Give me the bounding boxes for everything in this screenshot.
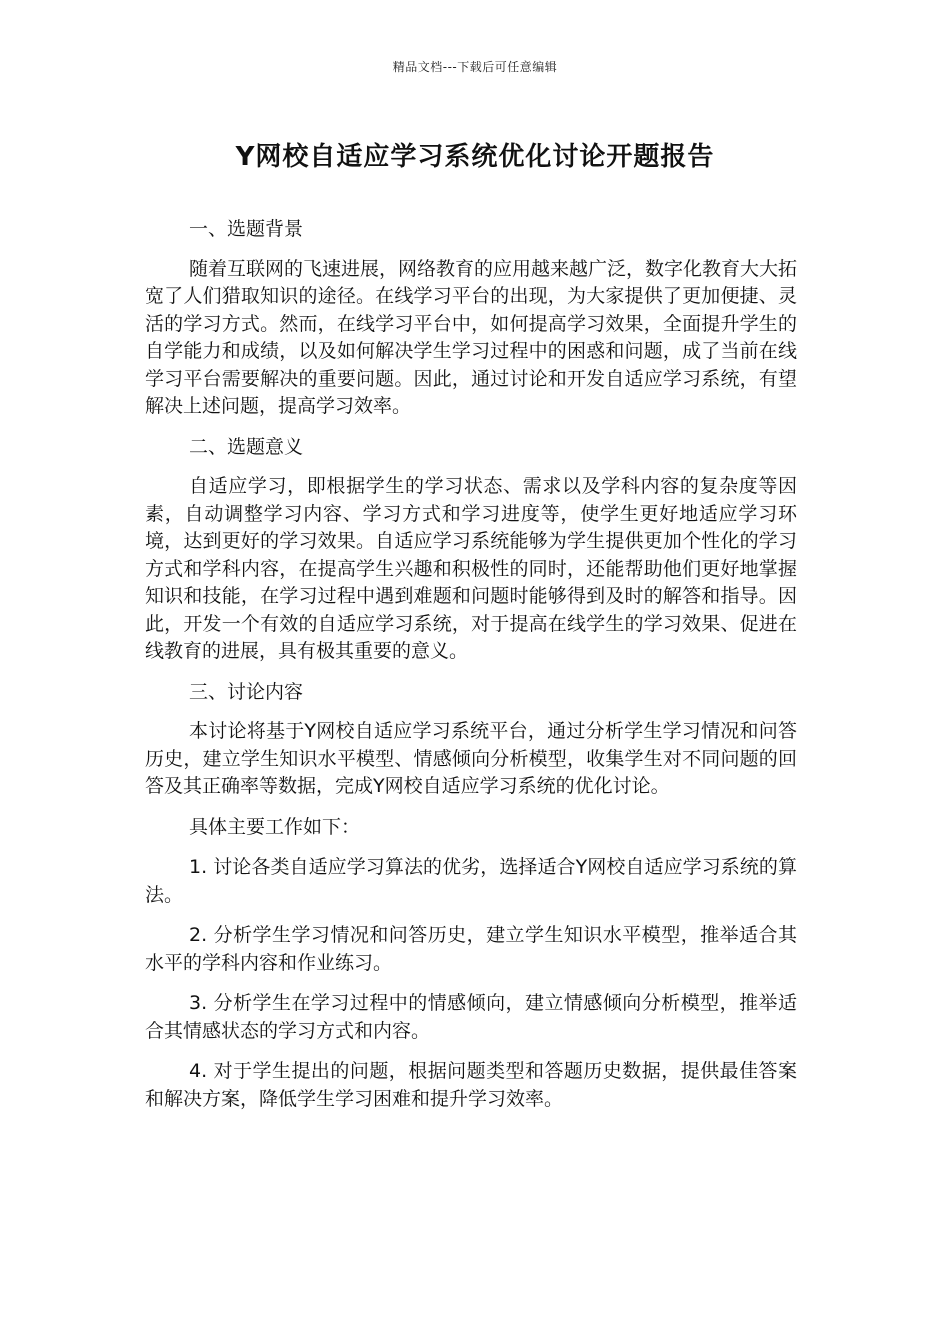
document-body xyxy=(145,216,797,1126)
document-title: Y网校自适应学习系统优化讨论开题报告 xyxy=(235,142,715,172)
section-heading-content: 三、讨论内容 xyxy=(189,680,304,703)
section-heading-significance: 二、选题意义 xyxy=(189,435,304,458)
paragraph-significance: 自适应学习，即根据学生的学习状态、需求以及学科内容的复杂度等因素，自动调整学习内容、学习方式和学习进度等，使学生更好地适应学习环境，达到更好的学习效果。自适应学习系统能够为学生提供更加个性化的学习方式和学科内容，在提高学生兴趣和积极性的同时，还能帮助他们更好地掌握知识和技能，在学习过程中遇到难题和问题时能够得到及时的解答和指导。因此，开发一个有效的自适应学习系统，对于提高在线学生的学习效果、促进在线教育的进展，具有极其重要的意义。 xyxy=(145,475,797,662)
paragraph-work-list-intro: 具体主要工作如下： xyxy=(189,815,361,838)
list-item-work-4: 4. 对于学生提出的问题，根据问题类型和答题历史数据，提供最佳答案和解决方案，降低学生学习困难和提升学习效率。 xyxy=(145,1060,797,1110)
paragraph-content-intro: 本讨论将基于Y网校自适应学习系统平台，通过分析学生学习情况和问答历史，建立学生知识水平模型、情感倾向分析模型，收集学生对不同问题的回答及其正确率等数据，完成Y网校自适应学习系统的优化讨论。 xyxy=(145,720,797,797)
section-heading-background: 一、选题背景 xyxy=(189,218,304,240)
page-header-note: 精品文档---下载后可任意编辑 xyxy=(392,60,558,74)
list-item-work-2: 2. 分析学生学习情况和问答历史，建立学生知识水平模型，推举适合其水平的学科内容和作业练习。 xyxy=(145,924,797,974)
list-item-work-3: 3. 分析学生在学习过程中的情感倾向，建立情感倾向分析模型，推举适合其情感状态的学习方式和内容。 xyxy=(145,992,797,1042)
list-item-work-1: 1. 讨论各类自适应学习算法的优劣，选择适合Y网校自适应学习系统的算法。 xyxy=(145,856,797,906)
paragraph-background: 随着互联网的飞速进展，网络教育的应用越来越广泛，数字化教育大大拓宽了人们猎取知识的途径。在线学习平台的出现，为大家提供了更加便捷、灵活的学习方式。然而，在线学习平台中，如何提高学习效果，全面提升学生的自学能力和成绩，以及如何解决学生学习过程中的困惑和问题，成了当前在线学习平台需要解决的重要问题。因此，通过讨论和开发自适应学习系统，有望解决上述问题，提高学习效率。 xyxy=(145,257,798,417)
